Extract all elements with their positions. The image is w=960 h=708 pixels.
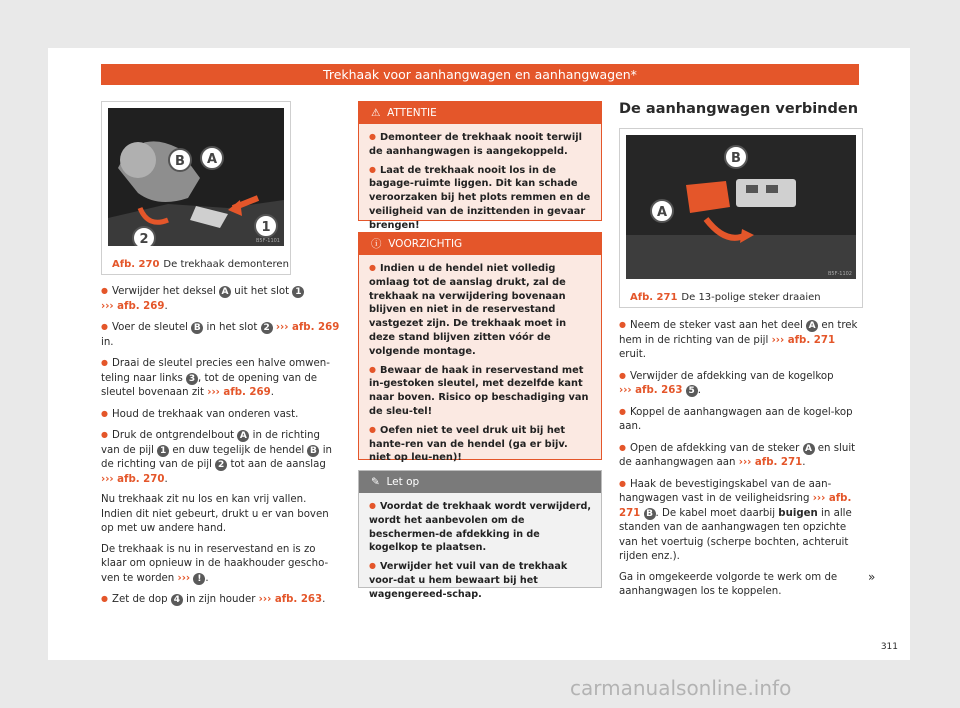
step-turn-key: ● Draai de sleutel precies een halve omwen-teling naar links 3 , tot de opening van de sleutel bovenaan zit ››› afb. 269. [101, 356, 341, 401]
page-number: 311 [880, 642, 898, 652]
step-remove-cap: ● Verwijder het deksel A uit het slot 1 ››› afb. 269. [101, 284, 341, 314]
step-place-cap: ● Zet de dop 4 in zijn houder ››› afb. 263. [101, 592, 341, 608]
caution-icon: ⓘ [371, 238, 382, 250]
note-icon: ✎ [371, 476, 380, 488]
figure-271-image [626, 135, 856, 279]
step-couple: ● Koppel de aanhangwagen aan de kogel-kop aan. [619, 405, 863, 435]
attentie-header: ⚠ ATTENTIE [359, 102, 601, 124]
link-afb-271[interactable]: ››› afb. 271 [771, 334, 836, 346]
attentie-box [358, 101, 602, 231]
link-afb-269[interactable]: ››› afb. 269 [101, 300, 165, 312]
figure-271-label-A: A [656, 205, 668, 220]
step-press-bolt: ● Druk de ontgrendelbout A in de richting van de pijl 1 en duw tegelijk de hendel B in de richting van de pijl 2 tot aan de aanslag ››› afb. 270. [101, 428, 341, 487]
link-afb-270[interactable]: ››› afb. 270 [101, 473, 165, 485]
watermark: carmanualsonline.info [570, 676, 792, 700]
voorzichtig-item: ● Oefen niet te veel druk uit bij het hante-ren van de hendel (ga er bijv. niet op leu-nen)! [369, 423, 591, 465]
paragraph-uncouple: Ga in omgekeerde volgorde te werk om de aanhangwagen los te koppelen. [619, 571, 838, 597]
figure-270-image [108, 108, 284, 246]
attentie-item: ● Demonteer de trekhaak nooit terwijl de aanhangwagen is aangekoppeld. [369, 130, 591, 159]
link-afb-271[interactable]: ››› afb. 271 [738, 457, 803, 468]
connector-illustration [626, 135, 856, 279]
note-item: ● Voordat de trekhaak wordt verwijderd, wordt het aanbevolen om de beschermen-de afdekking in de kogelkop te plaatsen. [369, 499, 591, 555]
voorzichtig-item: ● Indien u de hendel niet volledig omlaag tot de aanslag drukt, zal de trekhaak na verwijdering bovenaan blijven en niet in de reservestand vastgezet zijn. De trekhaak moet in deze stand blijven zitten vóór de volgende montage. [369, 261, 591, 359]
link-afb-263[interactable]: ››› afb. 263 [258, 594, 323, 605]
figure-270-label-2: 2 [139, 232, 149, 246]
link-afb-263[interactable]: ››› afb. 263 [619, 385, 683, 396]
step-safety-cable: ● Haak de bevestigingskabel van de aan-hangwagen vast in de veiligheidsring ››› afb. 271 B . De kabel moet daarbij buigen in alle standen van de aanhangwagen ten opzichte van het voertuig (scherpe bochten, achteruit rijden enz.). [619, 477, 863, 565]
warning-icon: ! [193, 573, 205, 585]
step-hold-towbar: ● Houd de trekhaak van onderen vast. [101, 407, 341, 423]
link-afb-269[interactable]: ››› afb. 269 [275, 322, 340, 333]
figure-271 [619, 128, 863, 308]
voorzichtig-header: ⓘ VOORZICHTIG [359, 233, 601, 255]
step-pull-plug: ● Neem de steker vast aan het deel A en trek hem in de richting van de pijl ››› afb. 271 eruit. [619, 318, 863, 363]
step-insert-key: ● Voer de sleutel B in het slot 2 ››› afb. 269 in. [101, 320, 341, 350]
figure-270-caption: Afb. 270 De trekhaak demonteren [112, 259, 289, 270]
figure-270 [101, 101, 291, 275]
figure-270-label-B: B [175, 154, 185, 169]
figure-270-label-1: 1 [261, 220, 271, 235]
link-afb-269[interactable]: ››› afb. 269 [207, 387, 271, 398]
note-box [358, 470, 602, 600]
attentie-item: ● Laat de trekhaak nooit los in de bagage-ruimte liggen. Dit kan schade veroorzaken bij het plots remmen en de veiligheid van de inzittenden in gevaar brengen! [369, 163, 591, 233]
page-header: Trekhaak voor aanhangwagen en aanhangwagen* [101, 64, 859, 85]
left-column-text [101, 284, 341, 614]
paragraph-loose: Nu trekhaak zit nu los en kan vrij vallen. Indien dit niet gebeurt, drukt u er van boven op met uw andere hand. [101, 494, 329, 534]
section-title: De aanhangwagen verbinden [619, 101, 859, 117]
figure-270-code: B5F-1101 [255, 238, 280, 244]
note-header: ✎ Let op [359, 471, 601, 493]
figure-270-label-A: A [206, 152, 218, 167]
warning-triangle-icon: ⚠ [371, 107, 381, 119]
figure-271-code: B5F-1102 [827, 271, 852, 277]
paragraph-reserve: De trekhaak is nu in reservestand en is zo klaar om opnieuw in de haakhouder gescho-ven te worden ››› ! . [101, 543, 329, 584]
figure-271-caption: Afb. 271 De 13-polige steker draaien [630, 292, 821, 303]
link-afb-271[interactable]: ››› afb. 271 [619, 493, 852, 519]
voorzichtig-box [358, 232, 602, 464]
towbar-illustration [108, 108, 284, 246]
note-item: ● Verwijder het vuil van de trekhaak voor-dat u hem bewaart bij het wagengereed-schap. [369, 559, 591, 601]
continue-arrow: » [868, 570, 876, 584]
voorzichtig-item: ● Bewaar de haak in reservestand met in-gestoken sleutel, met dezelfde kant naar boven. Risico op beschadiging van de sleu-tel! [369, 363, 591, 419]
figure-271-label-B: B [731, 151, 741, 166]
right-column-text [619, 318, 863, 606]
step-remove-ballcap: ● Verwijder de afdekking van de kogelkop ››› afb. 263 5 . [619, 369, 863, 399]
step-connect: ● Open de afdekking van de steker A en sluit de aanhangwagen aan ››› afb. 271. [619, 441, 863, 471]
